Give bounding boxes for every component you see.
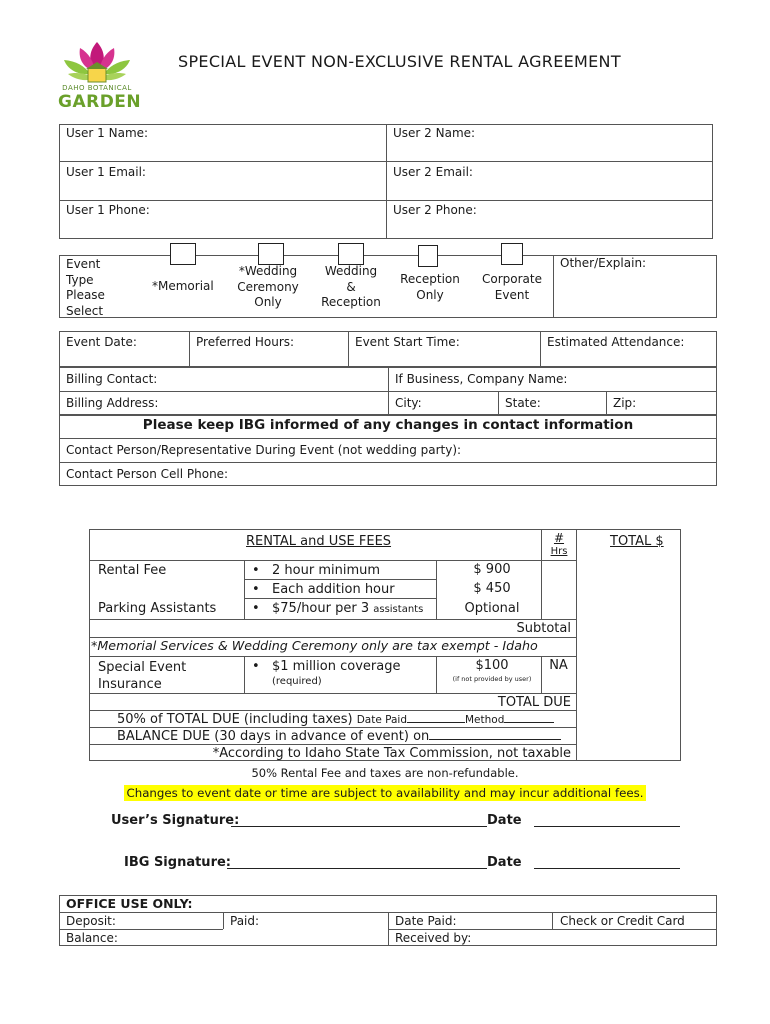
contact-notice: Please keep IBG informed of any changes in contact information [142,417,634,433]
user-date-line[interactable] [534,826,680,827]
received-by-field[interactable]: Received by: [395,931,472,945]
zip-field[interactable]: Zip: [613,396,637,410]
corporate-event-label: Corporate Event [482,272,542,302]
insurance-na: NA [549,658,568,673]
page-title: SPECIAL EVENT NON-EXCLUSIVE RENTAL AGREEMENT [178,52,621,71]
total-header: TOTAL $ [610,534,664,549]
price-additional: $ 450 [473,581,511,596]
company-name-field[interactable]: If Business, Company Name: [395,372,568,386]
memorial-checkbox[interactable] [170,243,196,265]
memorial-label: *Memorial [152,279,214,293]
event-start-time-field[interactable]: Event Start Time: [355,335,460,349]
balance-due-line: BALANCE DUE (30 days in advance of event) on [117,730,561,743]
changes-notice: Changes to event date or time are subject to availability and may incur additional fees. [126,786,644,800]
user1-email-field[interactable]: User 1 Email: [66,165,146,179]
state-field[interactable]: State: [505,396,541,410]
insurance-note: (if not provided by user) [452,675,532,683]
fee-item-minimum: • 2 hour minimum [272,564,380,577]
other-explain-field[interactable]: Other/Explain: [560,256,647,270]
corporate-event-checkbox[interactable] [501,243,523,265]
user2-name-field[interactable]: User 2 Name: [393,126,476,140]
nonrefundable-note: 50% Rental Fee and taxes are non-refundable. [251,766,519,780]
user1-phone-field[interactable]: User 1 Phone: [66,203,150,217]
wedding-ceremony-label: *Wedding Ceremony Only [237,264,299,309]
billing-contact-field[interactable]: Billing Contact: [66,372,158,386]
hrs-header: Hrs [550,546,568,557]
fee-item-additional: • Each addition hour [272,583,395,596]
price-parking: Optional [464,601,520,616]
logo-line1: DAHO BOTANICAL [62,84,132,92]
ibg-signature-line[interactable] [227,868,487,869]
hrs-hash: # [553,531,565,545]
wedding-ceremony-checkbox[interactable] [258,243,284,265]
tax-exempt-note: *Memorial Services & Wedding Ceremony only are tax exempt - Idaho [91,638,538,653]
insurance-coverage: • $1 million coverage [272,660,400,673]
user1-name-field[interactable]: User 1 Name: [66,126,149,140]
city-field[interactable]: City: [395,396,422,410]
tax-commission-note: *According to Idaho State Tax Commission, not taxable [212,746,571,761]
deposit-field[interactable]: Deposit: [66,914,116,928]
ibg-date-line[interactable] [534,868,680,869]
event-date-field[interactable]: Event Date: [66,335,137,349]
fees-header: RENTAL and USE FEES [246,534,392,549]
reception-only-label: Reception Only [400,272,460,302]
preferred-hours-field[interactable]: Preferred Hours: [196,335,295,349]
price-minimum: $ 900 [473,562,511,577]
ibg-signature-label: IBG Signature: [124,855,231,870]
user-signature-line[interactable] [231,826,487,827]
rental-fee-label: Rental Fee [98,563,167,578]
user-date-label: Date [487,813,522,828]
billing-address-field[interactable]: Billing Address: [66,396,159,410]
garden-logo [58,38,142,112]
insurance-label: Special Event Insurance [98,660,187,692]
user-signature-label: User’s Signature: [111,813,240,828]
event-type-label: Event Type Please Select [66,257,105,318]
reception-only-checkbox[interactable] [418,245,438,267]
date-paid-field[interactable]: Date Paid: [395,914,457,928]
contact-phone-field[interactable]: Contact Person Cell Phone: [66,467,229,481]
insurance-price: $100 [475,658,509,673]
insurance-required: (required) [272,676,322,687]
fee-item-parking: • $75/hour per 3 assistants [272,602,423,615]
user2-email-field[interactable]: User 2 Email: [393,165,473,179]
subtotal-label: Subtotal [516,621,571,636]
ibg-date-label: Date [487,855,522,870]
wedding-reception-checkbox[interactable] [338,243,364,265]
paid-field[interactable]: Paid: [230,914,260,928]
contact-person-field[interactable]: Contact Person/Representative During Event (not wedding party): [66,443,462,457]
estimated-attendance-field[interactable]: Estimated Attendance: [547,335,685,349]
balance-field[interactable]: Balance: [66,931,118,945]
fifty-percent-line: 50% of TOTAL DUE (including taxes) Date Paid Method [117,713,554,726]
total-due-label: TOTAL DUE [497,695,571,710]
user2-phone-field[interactable]: User 2 Phone: [393,203,477,217]
office-use-header: OFFICE USE ONLY: [66,896,193,911]
logo-line2: GARDEN [58,92,142,112]
parking-label: Parking Assistants [98,601,217,616]
wedding-reception-label: Wedding & Reception [321,264,381,309]
payment-method-field[interactable]: Check or Credit Card [560,914,685,928]
